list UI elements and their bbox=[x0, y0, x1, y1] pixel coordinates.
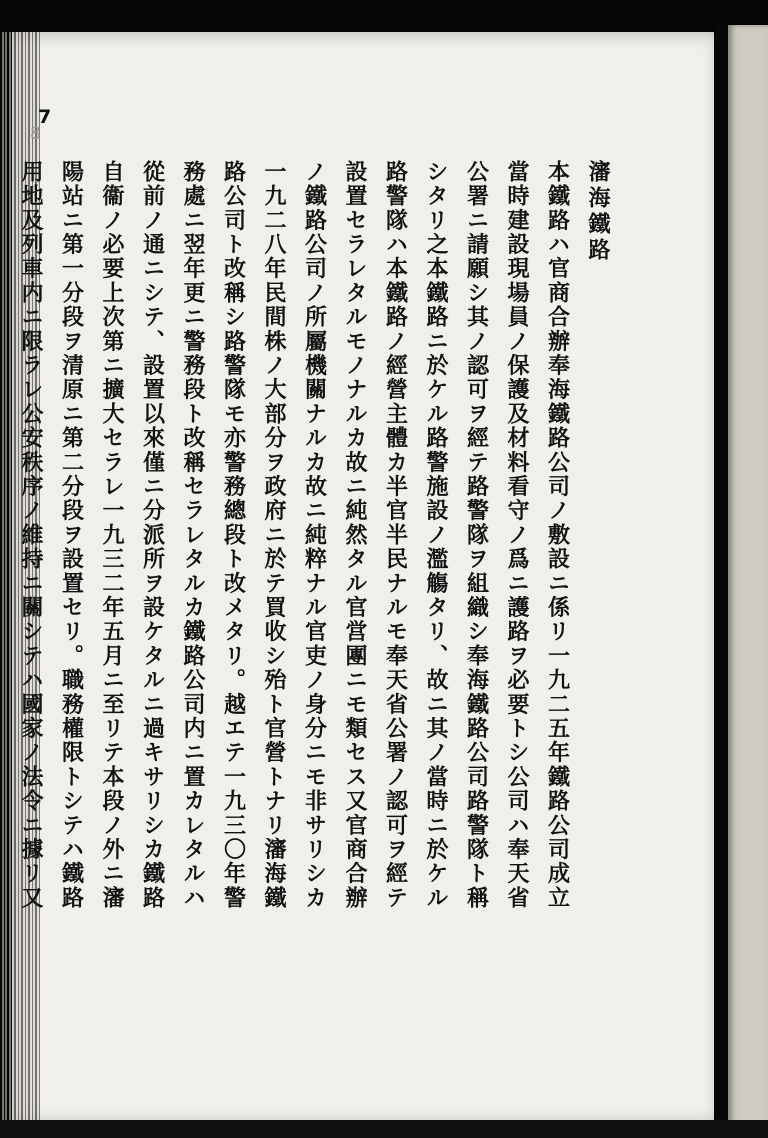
section-heading: 瀋海鐵路 bbox=[585, 160, 611, 264]
text-line: 路公司ト改稱シ路警隊モ亦警務總段ト改メタリ。越エテ一九三〇年警 bbox=[220, 160, 247, 911]
text-line: 用地及列車内ニ限ラレ公安秩序ノ維持ニ關シテハ國家ノ法令ニ據リ又 bbox=[18, 160, 44, 911]
text-line: 從前ノ通ニシテ、設置以來僅ニ分派所ヲ設ケタルニ過キサリシカ鐵路 bbox=[139, 160, 166, 911]
text-line: 路警隊ハ本鐵路ノ經營主體カ半官半民ナルモ奉天省公署ノ認可ヲ經テ bbox=[382, 160, 409, 911]
bleed-through-page-number: 8 bbox=[30, 124, 41, 144]
scan-bottom-border bbox=[0, 1120, 768, 1138]
text-line: 設置セラレタルモノナルカ故ニ純然タル官営團ニモ類セス又官商合辦 bbox=[342, 160, 368, 911]
text-line: 公署ニ請願シ其ノ認可ヲ經テ路警隊ヲ組織シ奉海鐵路公司路警隊ト稱 bbox=[463, 160, 490, 911]
text-line: 自衞ノ必要上次第ニ擴大セラレ一九三二年五月ニ至リテ本段ノ外ニ瀋 bbox=[99, 160, 125, 911]
text-line: ノ鐵路公司ノ所屬機關ナルカ故ニ純粹ナル官吏ノ身分ニモ非サリシカ bbox=[301, 160, 328, 911]
text-line: 陽站ニ第一分段ヲ清原ニ第二分段ヲ設置セリ。職務權限トシテハ鐵路 bbox=[58, 160, 85, 911]
text-line: 當時建設現場員ノ保護及材料看守ノ爲ニ護路ヲ必要トシ公司ハ奉天省 bbox=[504, 160, 530, 911]
scan-top-border bbox=[0, 0, 768, 32]
text-line: 一九二八年民間株ノ大部分ヲ政府ニ於テ買收シ殆ト官營トナリ瀋海鐵 bbox=[261, 160, 287, 911]
text-line: シタリ之本鐵路ニ於ケル路警施設ノ濫觴タリ、故ニ其ノ當時ニ於ケル bbox=[423, 160, 449, 911]
text-line: 務處ニ翌年更ニ警務段ト改稱セラレタルカ鐵路公司内ニ置カレタルハ bbox=[180, 160, 206, 911]
facing-page-edge bbox=[728, 25, 768, 1135]
vertical-text-body bbox=[11, 160, 619, 1105]
page-number: 7 bbox=[38, 106, 52, 128]
text-line: 本鐵路ハ官商合辦奉海鐵路公司ノ敷設ニ係リ一九二五年鐵路公司成立 bbox=[544, 160, 571, 911]
